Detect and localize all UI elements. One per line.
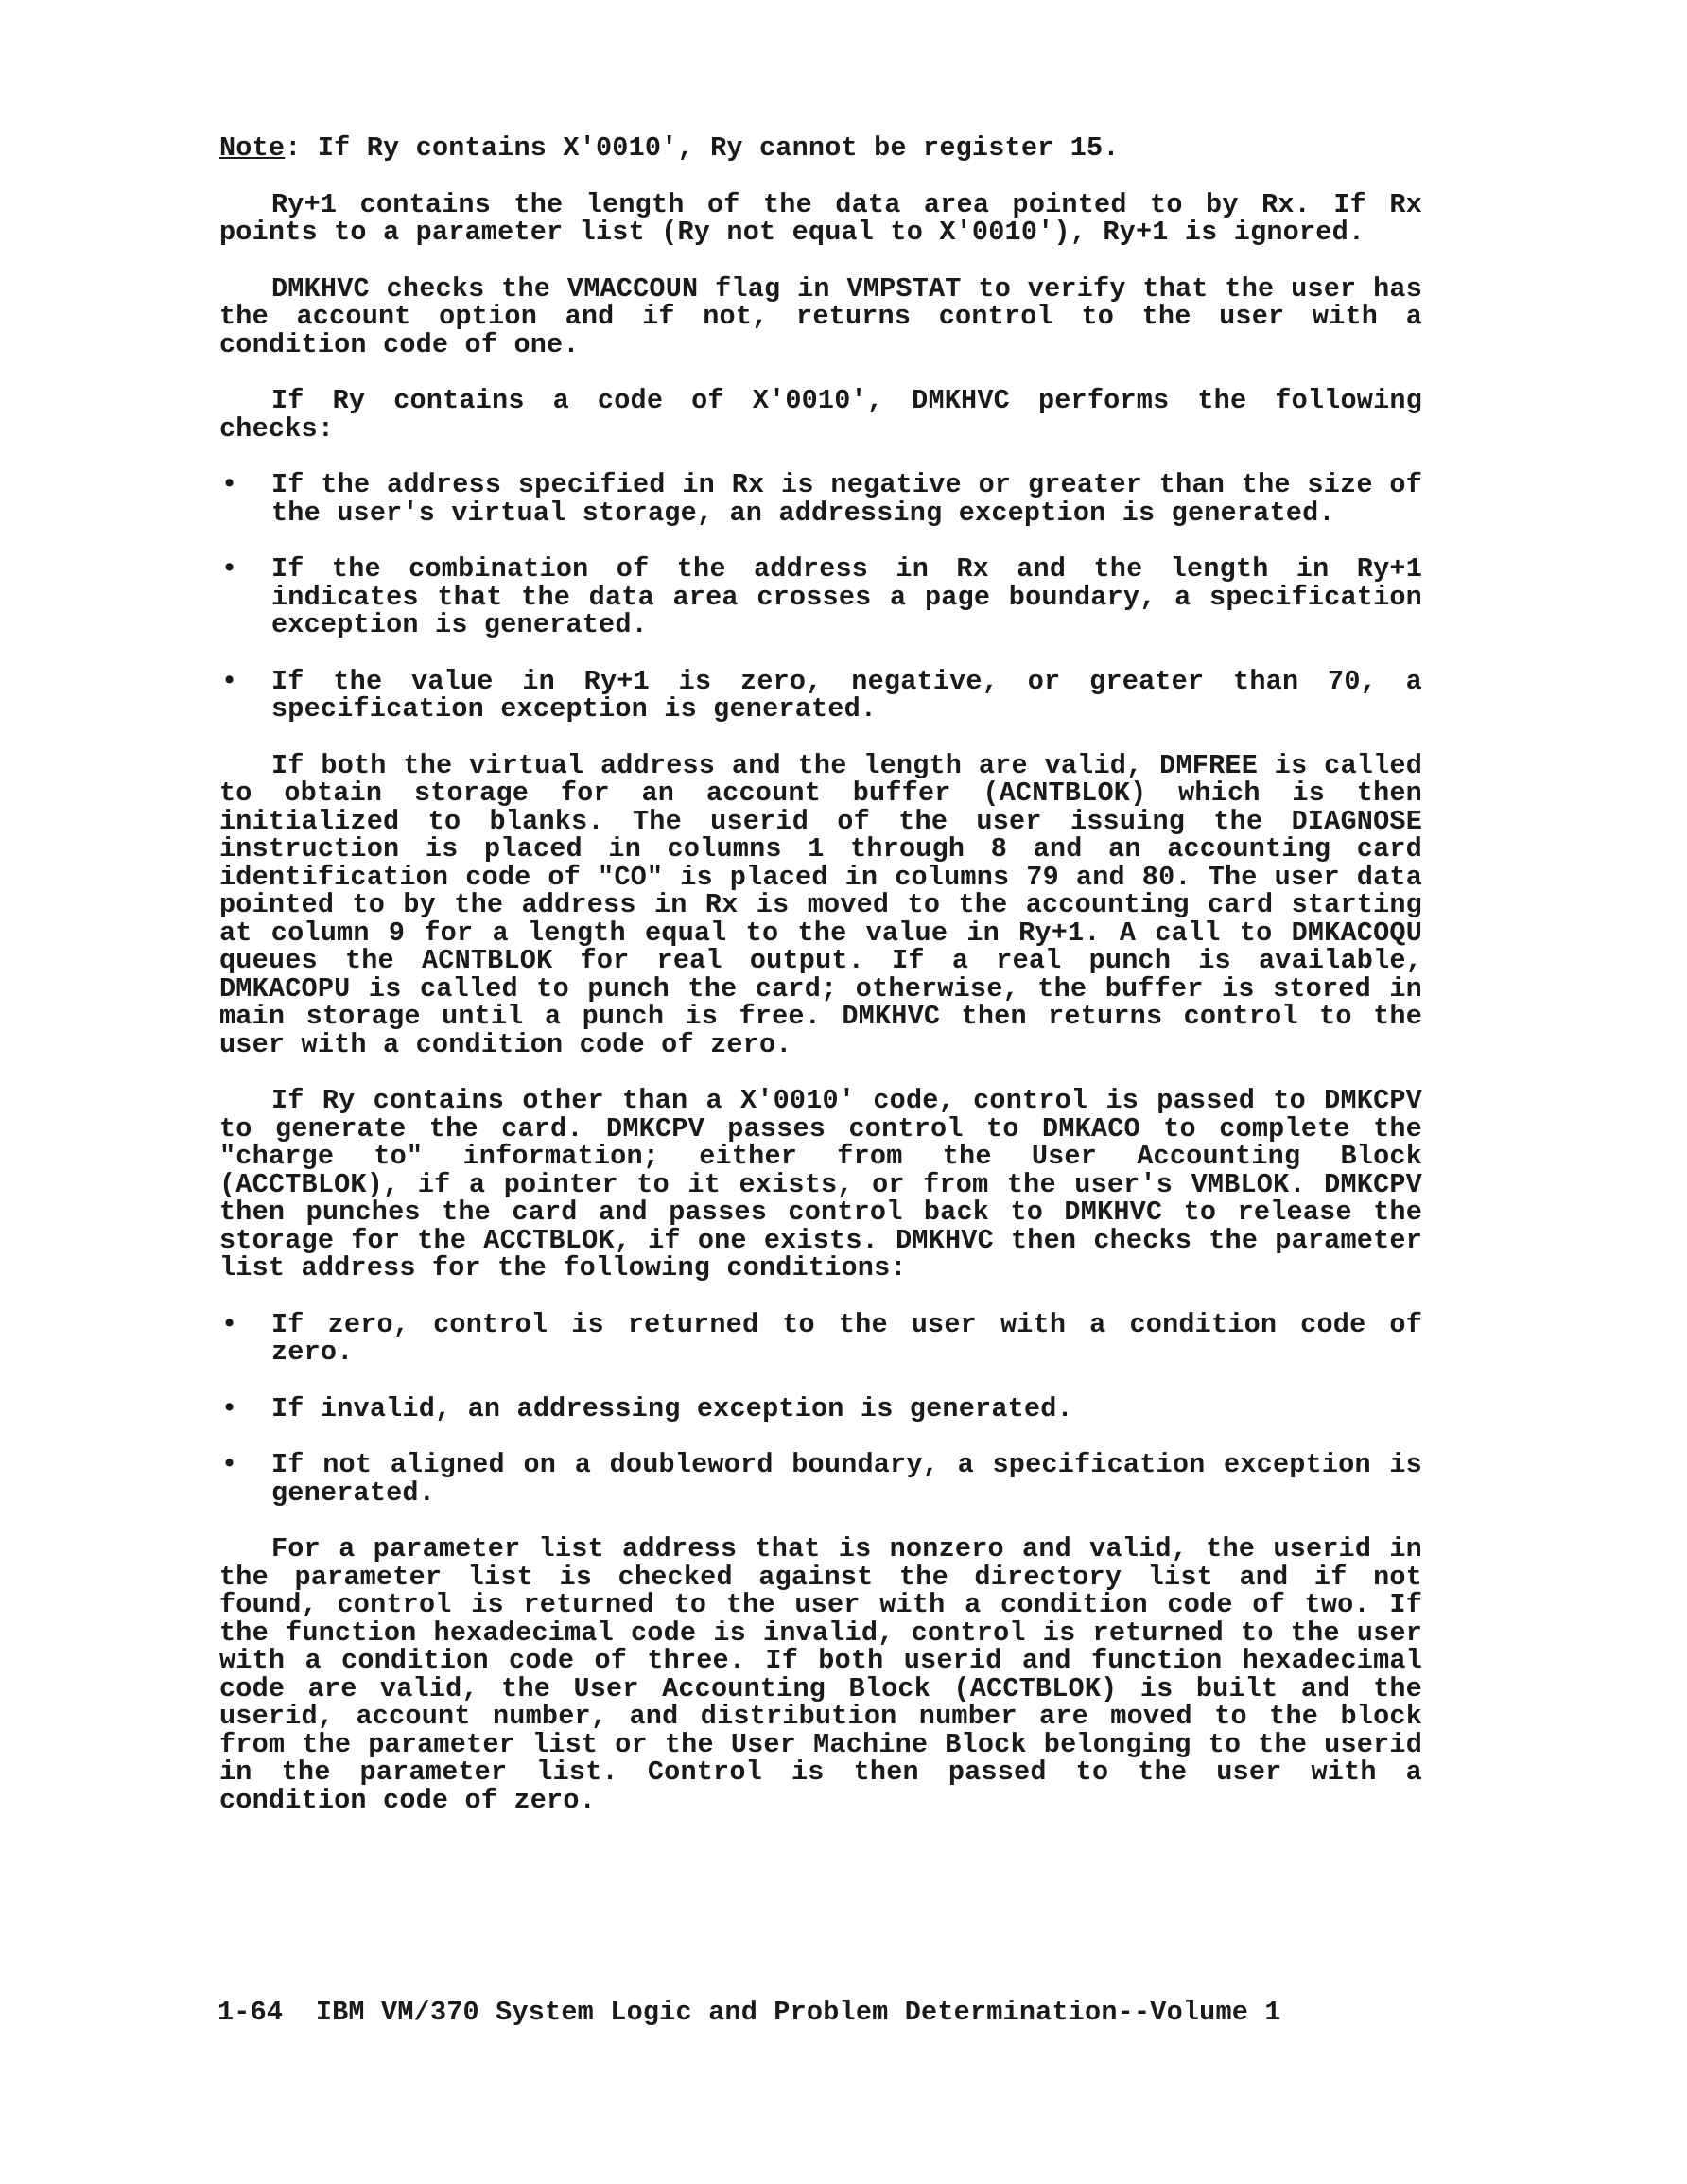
note-label: Note [219, 132, 286, 164]
bullet-icon: • [221, 665, 238, 697]
bullet-icon: • [221, 1308, 238, 1340]
bullet-icon: • [221, 553, 238, 585]
page-footer [217, 1997, 1281, 2028]
paragraph: If Ry contains other than a X'0010' code, control is passed to DMKCPV to generate the card. DMKCPV passes control to DMKACO to complete the "charge to" information; either from the User Accounting Block (ACCTBLOK), if a pointer to it exists, or from the user's VMBLOK. DMKCPV then punches the card and passes control back to DMKHVC to release the storage for the ACCTBLOK, if one exists. DMKHVC then checks the parameter list address for the following conditions: [219, 1085, 1422, 1284]
list-item [219, 665, 1422, 725]
paragraph: If both the virtual address and the length are valid, DMFREE is called to obtain storage for an account buffer (ACNTBLOK) which is then initialized to blanks. The userid of the user issuing the DIAGNOSE instruction is placed in columns 1 through 8 and an accounting card identification code of "CO" is placed in columns 79 and 80. The user data pointed to by the address in Rx is moved to the accounting card starting at column 9 for a length equal to the value in Ry+1. A call to DMKACOQU queues the ACNTBLOK for real output. If a real punch is available, DMKACOPU is called to punch the card; otherwise, the buffer is stored in main storage until a punch is free. DMKHVC then returns control to the user with a condition code of zero. [219, 749, 1422, 1060]
bullet-icon: • [221, 1449, 238, 1480]
list-item [219, 471, 1422, 527]
body-text [219, 134, 1422, 1843]
list-item-text: If not aligned on a doubleword boundary, a specification exception is generated. [271, 1449, 1422, 1509]
paragraph: For a parameter list address that is nonzero and valid, the userid in the parameter list is checked against the directory list and if not found, control is returned to the user with a condition code of two. If the function hexadecimal code is invalid, control is returned to the user with a condition code of three. If both userid and function hexadecimal code are valid, the User Accounting Block (ACCTBLOK) is built and the userid, account number, and distribution number are moved to the block from the parameter list or the User Machine Block belonging to the userid in the parameter list. Control is then passed to the user with a condition code of zero. [219, 1533, 1422, 1816]
list-item [219, 1308, 1422, 1368]
paragraph: If Ry contains a code of X'0010', DMKHVC performs the following checks: [219, 385, 1422, 445]
list-item-text: If invalid, an addressing exception is generated. [271, 1392, 1073, 1424]
page-number: 1-64 [217, 1997, 284, 2028]
bullet-list-parameter-checks [219, 1308, 1422, 1509]
list-item-text: If the combination of the address in Rx and the length in Ry+1 indicates that the data area crosses a page boundary, a specification exception is generated. [271, 553, 1422, 640]
list-item [219, 1392, 1422, 1424]
list-item-text: If zero, control is returned to the user with a condition code of zero. [271, 1308, 1422, 1368]
bullet-icon: • [221, 469, 238, 500]
paragraph: DMKHVC checks the VMACCOUN flag in VMPSTAT to verify that the user has the account option and if not, returns control to the user with a condition code of one. [219, 272, 1422, 360]
note-paragraph [219, 134, 1422, 163]
list-item [219, 1451, 1422, 1507]
list-item [219, 555, 1422, 639]
footer-title: IBM VM/370 System Logic and Problem Determination--Volume 1 [315, 1997, 1281, 2028]
bullet-icon: • [221, 1392, 238, 1424]
paragraph: Ry+1 contains the length of the data area pointed to by Rx. If Rx points to a parameter list (Ry not equal to X'0010'), Ry+1 is ignored. [219, 188, 1422, 248]
bullet-list-address-checks [219, 471, 1422, 724]
note-text: : If Ry contains X'0010', Ry cannot be register 15. [285, 132, 1120, 164]
list-item-text: If the address specified in Rx is negative or greater than the size of the user's virtual storage, an addressing exception is generated. [271, 469, 1422, 529]
list-item-text: If the value in Ry+1 is zero, negative, or greater than 70, a specification exception is generated. [271, 665, 1422, 725]
